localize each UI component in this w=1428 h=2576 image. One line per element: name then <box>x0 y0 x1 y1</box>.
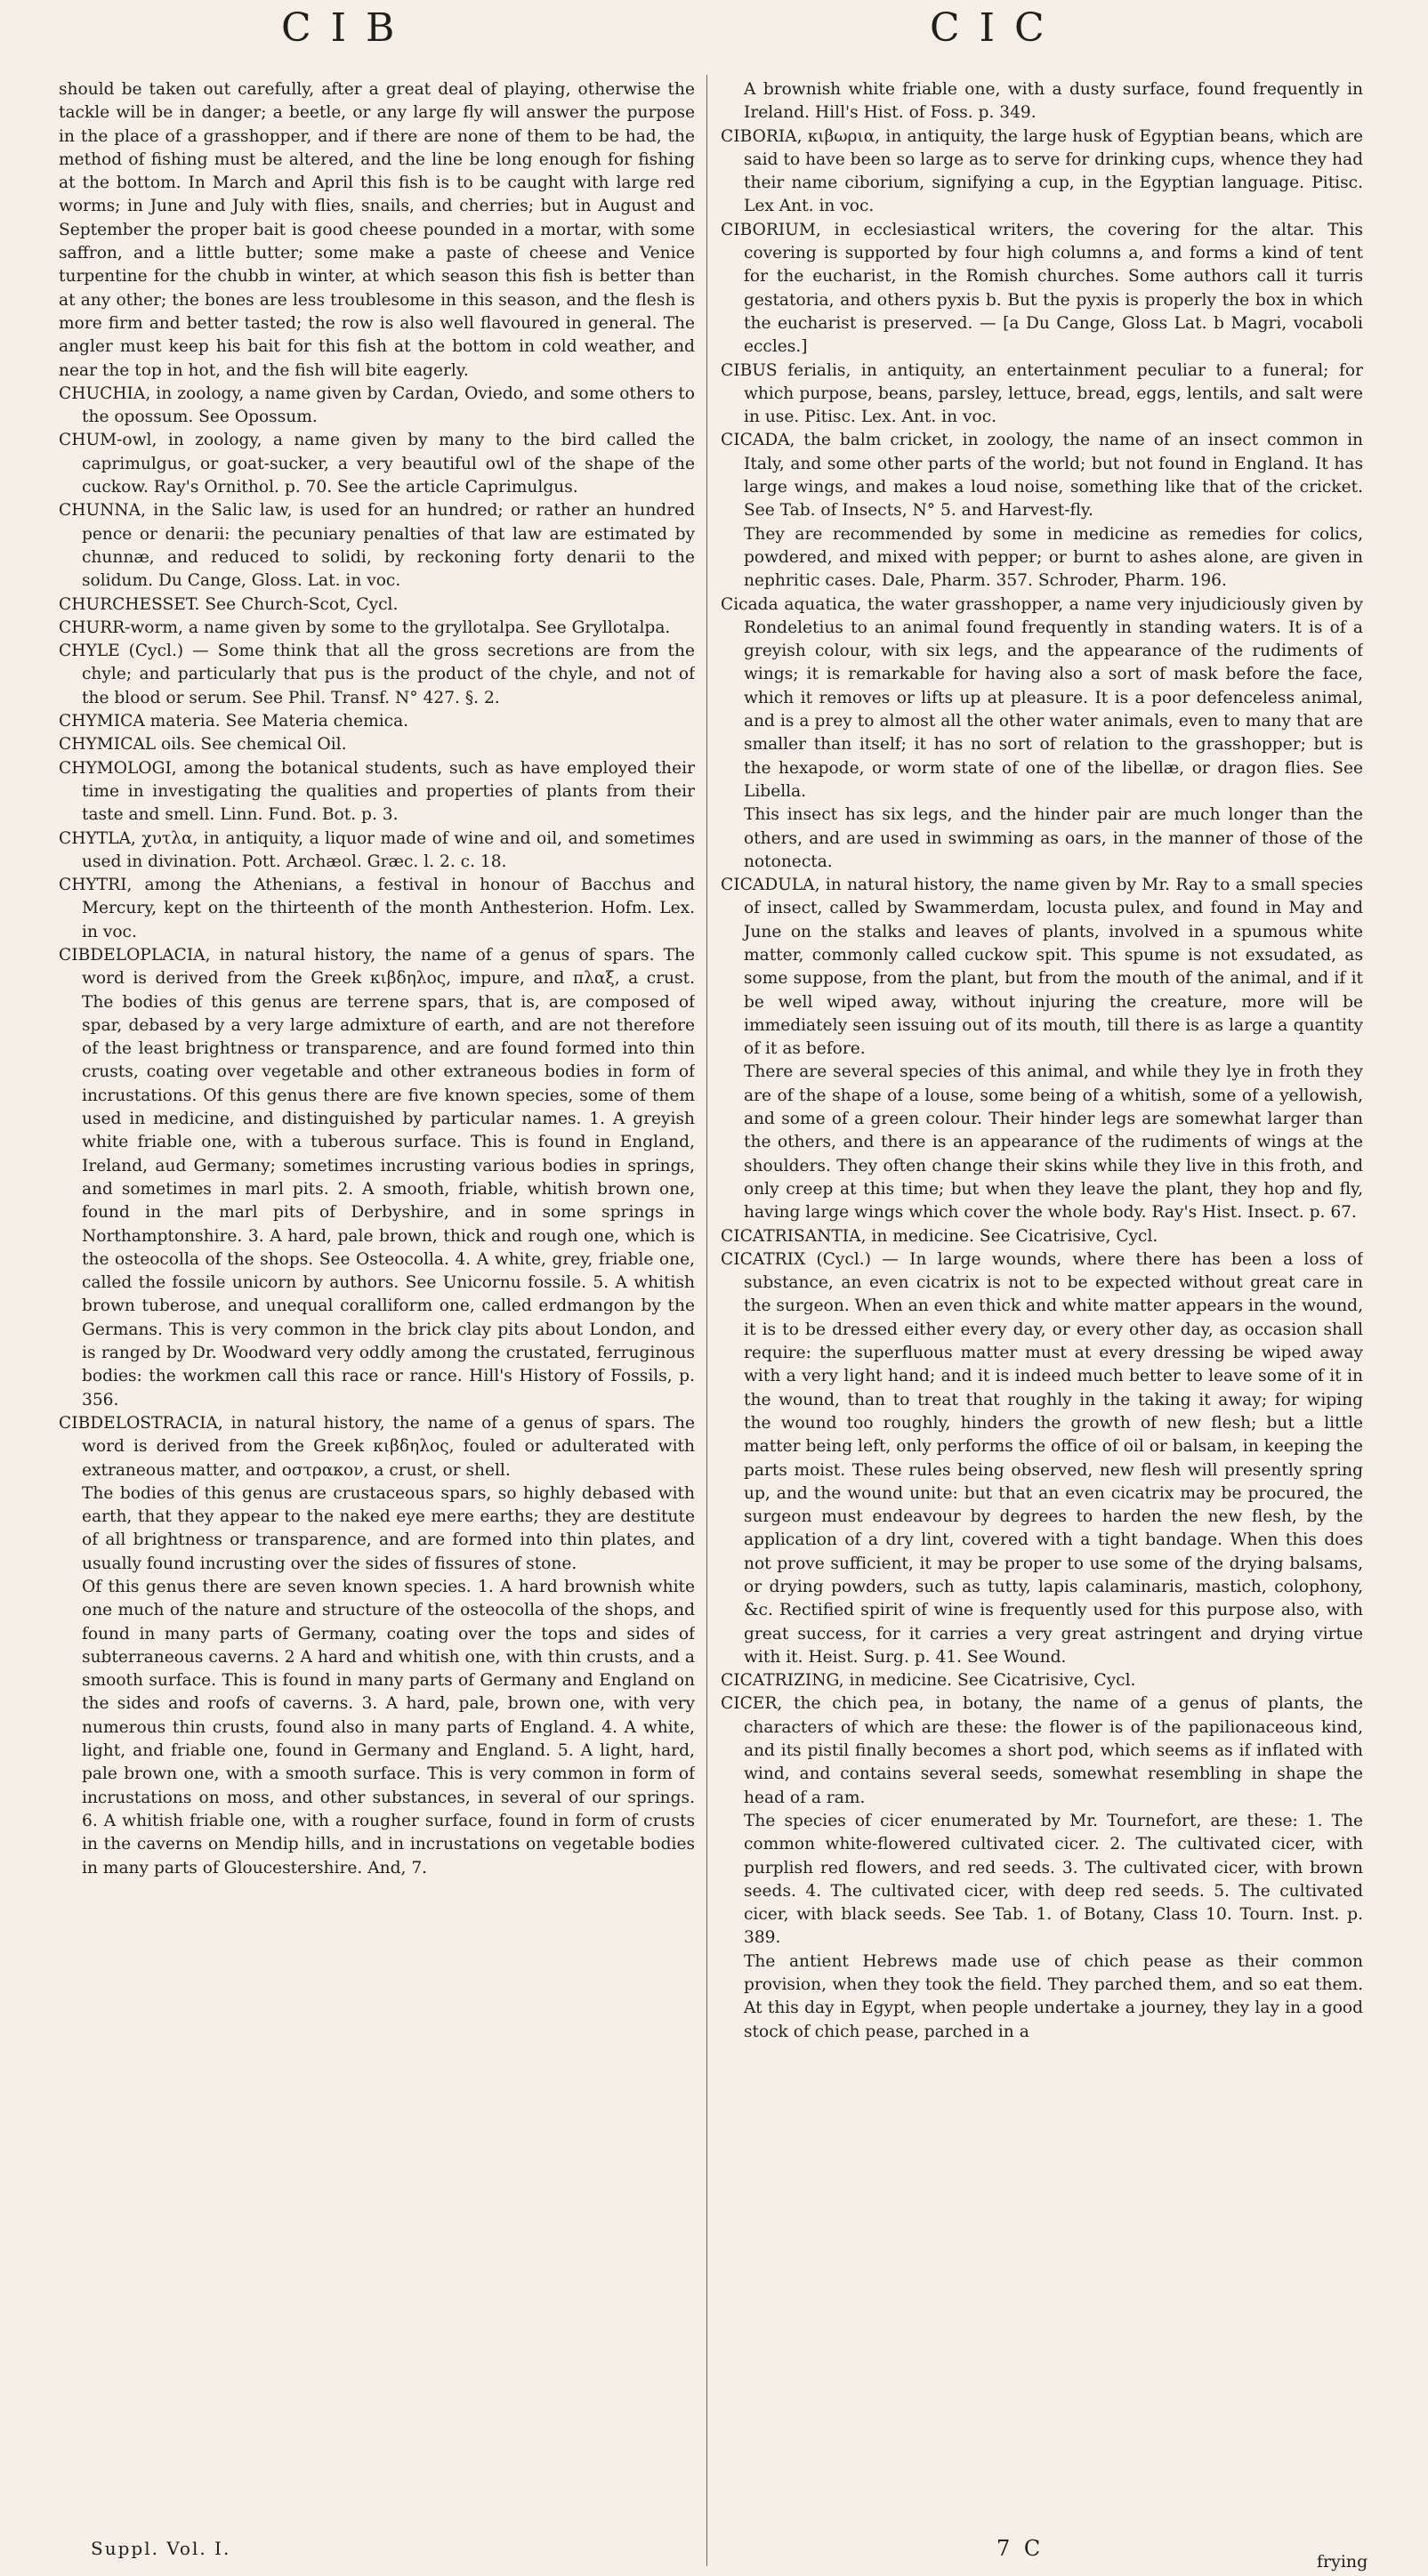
paragraph: There are several species of this animal, and while they lye in froth they are of the shape of a louse, some being of a whitish, some of a yellowish, and some of a green colour. Their hinder legs are somewhat larger than the others, and there is an appearance of the rudiments of wings at the shoulders. They often change their skins while they live in this froth, and only creep at this time; but when they leave the plant, they hop and fly, having large wings which cover the whole body. Ray's Hist. Insect. p. 67. <box>744 1062 1363 1223</box>
column-divider <box>706 75 707 2566</box>
paragraph: Of this genus there are seven known species. 1. A hard brownish white one much of the nature and structure of the osteocolla of the shops, and found in many parts of Germany, coating over the tops and sides of subterraneous caverns. 2 A hard and whitish one, with thin crusts, and a smooth surface. This is found in many parts of Germany and England on the sides and roofs of caverns. 3. A hard, pale, brown one, with very numerous thin crusts, found also in many parts of England. 4. A white, light, and friable one, found in Germany and England. 5. A light, hard, pale brown one, with a smooth surface. This is very common in form of incrustations on moss, and other substances, in several of our springs. 6. A whitish friable one, with a rougher surface, found in form of crusts in the caverns on Mendip hills, and in incrustations on vegetable bodies in many parts of Gloucestershire. And, 7. <box>82 1578 695 1877</box>
entry-chum-owl: CHUM-owl, in zoology, a name given by many to the bird called the caprimulgus, or goat-sucker, a very beautiful owl of the shape of the cuckow. Ray's Ornithol. p. 70. See the article Caprimulgus. <box>59 431 695 497</box>
entry-chunna: CHUNNA, in the Salic law, is used for an hundred; or rather an hundred pence or denarii: the pecuniary penalties of that law are estimated by chunnæ, and reduced to solidi, by reckoning forty denarii to the solidum. Du Cange, Gloss. Lat. in voc. <box>59 501 695 591</box>
entry-chuchia: CHUCHIA, in zoology, a name given by Cardan, Oviedo, and some others to the opossum. See Opossum. <box>59 384 695 427</box>
paragraph: A brownish white friable one, with a dusty surface, found frequently in Ireland. Hill's Hist. of Foss. p. 349. <box>744 80 1363 123</box>
running-head-left: CIB <box>281 5 415 51</box>
entry-chytri: CHYTRI, among the Athenians, a festival in honour of Bacchus and Mercury, kept on the thirteenth of the month Anthesterion. Hofm. Lex. in voc. <box>59 876 695 941</box>
right-column <box>721 78 1363 2561</box>
paragraph: The antient Hebrews made use of chich pease as their common provision, when they took the field. They parched them, and so eat them. At this day in Egypt, when people undertake a journey, they lay in a good stock of chich pease, parched in a <box>744 1951 1363 2041</box>
entry-ciboria: CIBORIA, κιβωρια, in antiquity, the large husk of Egyptian beans, which are said to have been so large as to serve for drinking cups, whence they had their name ciborium, signifying a cup, in the Egyptian language. Pitisc. Lex Ant. in voc. <box>721 126 1363 216</box>
entry-ciborium: CIBORIUM, in ecclesiastical writers, the covering for the altar. This covering is supported by four high columns a, and forms a kind of tent for the eucharist, in the Romish churches. Some authors call it turris gestatoria, and others pyxis b. But the pyxis is properly the box in which the eucharist is preserved. — [a Du Cange, Gloss Lat. b Magri, vocaboli eccles.] <box>721 220 1363 357</box>
volume-label: Suppl. Vol. I. <box>91 2538 231 2559</box>
entry-churchesset: CHURCHESSET. See Church-Scot, Cycl. <box>59 594 399 614</box>
paragraph: This insect has six legs, and the hinder pair are much longer than the others, and are used in swimming as oars, in the manner of those of the notonecta. <box>744 805 1363 871</box>
entry-cicatrisantia: CICATRISANTIA, in medicine. See Cicatrisive, Cycl. <box>721 1226 1158 1246</box>
entry-chymica: CHYMICA materia. See Materia chemica. <box>59 712 409 731</box>
entry-cicada-aquatica: Cicada aquatica, the water grasshopper, a name very injudiciously given by Rondeletius to an animal found frequently in standing waters. It is of a greyish colour, with six legs, and the appearance of the rudiments of wings; it is remarkable for having also a sort of mask before the face, which it removes or lifts up at pleasure. It is a poor defenceless animal, and is a prey to almost all the other water animals, even to many that are smaller than itself; it has no sort of relation to the grasshopper; but is the hexapode, or worm state of one of the libellæ, or dragon flies. See Libella. <box>721 594 1363 801</box>
entry-cicer: CICER, the chich pea, in botany, the name of a genus of plants, the characters of which are these: the flower is of the papilionaceous kind, and its pistil finally becomes a short pod, which seems as if inflated with wind, and contains several seeds, somewhat resembling in shape the head of a ram. <box>721 1694 1363 1807</box>
paragraph: should be taken out carefully, after a great deal of playing, otherwise the tackle will be in danger; a beetle, or any large fly will answer the purpose in the place of a grasshopper, and if there are none of them to be had, the method of fishing must be altered, and the line be long enough for fishing at the bottom. In March and April this fish is to be caught with large red worms; in June and July with flies, snails, and cherries; but in August and September the proper bait is good cheese pounded in a mortar, with some saffron, and a little butter; some make a paste of cheese and Venice turpentine for the chubb in winter, at which season this fish is better than at any other; the bones are less troublesome in this season, and the flesh is more firm and better tasted; the row is also well flavoured in general. The angler must keep his bait for this fish at the bottom in cold weather, and near the top in hot, and the fish will bite eagerly. <box>59 80 695 380</box>
left-column <box>59 78 695 2521</box>
entry-cibus: CIBUS ferialis, in antiquity, an entertainment peculiar to a funeral; for which purpose, beans, parsley, lettuce, bread, eggs, lentils, and salt were in use. Pitisc. Lex. Ant. in voc. <box>721 360 1363 427</box>
running-head-right: CIC <box>930 5 1064 51</box>
entry-chymologi: CHYMOLOGI, among the botanical students, such as have employed their time in investigating the qualities and properties of plants from their taste and smell. Linn. Fund. Bot. p. 3. <box>59 758 695 825</box>
entry-chyle: CHYLE (Cycl.) — Some think that all the gross secretions are from the chyle; and particularly that pus is the product of the chyle, and not of the blood or serum. See Phil. Transf. N° 427. §. 2. <box>59 642 695 707</box>
entry-cicadula: CICADULA, in natural history, the name given by Mr. Ray to a small species of insect, called by Swammerdam, locusta pulex, and found in May and June on the stalks and leaves of plants, involved in a spumous white matter, commonly called cuckow spit. This spume is not exsudated, as some suppose, from the plant, but from the mouth of the animal, and if it be well wiped away, without injuring the creature, more will be immediately seen issuing out of its mouth, till there is as large a quantity of it as before. <box>721 876 1363 1059</box>
entry-cibdelostracia: CIBDELOSTRACIA, in natural history, the name of a genus of spars. The word is derived from the Greek κιβδηλος, fouled or adulterated with extraneous matter, and οστρακον, a crust, or shell. <box>59 1413 695 1480</box>
paragraph: The bodies of this genus are crustaceous spars, so highly debased with earth, that they appear to the naked eye mere earths; they are destitute of all brightness or transparence, and are formed into thin plates, and usually found incrusting over the sides of fissures of stone. <box>82 1483 695 1573</box>
entry-churr-worm: CHURR-worm, a name given by some to the gryllotalpa. See Gryllotalpa. <box>59 618 671 637</box>
entry-chytla: CHYTLA, χυτλα, in antiquity, a liquor made of wine and oil, and sometimes used in divination. Pott. Archæol. Græc. l. 2. c. 18. <box>59 828 695 871</box>
catchword: frying <box>1317 2552 1368 2572</box>
paragraph: They are recommended by some in medicine as remedies for colics, powdered, and mixed with pepper; or burnt to ashes alone, are given in nephritic cases. Dale, Pharm. 357. Schroder, Pharm. 196. <box>744 524 1363 591</box>
paragraph: The species of cicer enumerated by Mr. Tournefort, are these: 1. The common white-flowered cultivated cicer. 2. The cultivated cicer, with purplish red flowers, and red seeds. 3. The cultivated cicer, with brown seeds. 4. The cultivated cicer, with deep red seeds. 5. The cultivated cicer, with black seeds. See Tab. 1. of Botany, Class 10. Tourn. Inst. p. 389. <box>744 1811 1363 1948</box>
entry-cicada: CICADA, the balm cricket, in zoology, the name of an insect common in Italy, and some other parts of the world; but not found in England. It has large wings, and makes a loud noise, something like that of the cricket. See Tab. of Insects, N° 5. and Harvest-fly. <box>721 431 1363 521</box>
entry-cibdeloplacia: CIBDELOPLACIA, in natural history, the name of a genus of spars. The word is derived from the Greek κιβδηλος, impure, and πλαξ, a crust. The bodies of this genus are terrene spars, that is, are composed of spar, debased by a very large admixture of earth, and are not therefore of the least brightness or transparence, and are found formed into thin crusts, coating over vegetable and other extraneous bodies in form of incrustations. Of this genus there are five known species, some of them used in medicine, and distinguished by particular names. 1. A greyish white friable one, with a tuberous surface. This is found in England, Ireland, aud Germany; sometimes incrusting various bodies in springs, and sometimes in marl pits. 2. A smooth, friable, whitish brown one, found in the marl pits of Derbyshire, and in some springs in Northamptonshire. 3. A hard, pale brown, thick and rough one, which is the osteocolla of the shops. See Osteocolla. 4. A white, grey, friable one, called the fossile unicorn by authors. See Unicornu fossile. 5. A whitish brown tuberose, and unequal coralliform one, called erdmangon by the Germans. This is very common in the brick clay pits about London, and is ranged by Dr. Woodward very oddly among the crustated, ferruginous bodies: the workmen call this race or rance. Hill's History of Fossils, p. 356. <box>59 945 695 1409</box>
entry-cicatrizing: CICATRIZING, in medicine. See Cicatrisive, Cycl. <box>721 1671 1136 1691</box>
entry-cicatrix: CICATRIX (Cycl.) — In large wounds, where there has been a loss of substance, an even cicatrix is not to be expected without great care in the surgeon. When an even thick and white matter appears in the wound, it is to be dressed either every day, or every other day, as occasion shall require: the superfluous matter must at every dressing be wiped away with a very light hand; and it is indeed much better to leave some of it in the wound, than to treat that roughly in the taking it away; for wiping the wound too roughly, hinders the growth of new flesh; but a little matter being left, only performs the office of oil or balsam, in keeping the parts moist. These rules being observed, new flesh will presently spring up, and the wound unite: but that an even cicatrix may be procured, the surgeon must endeavour by degrees to harden the new flesh, by the application of a dry lint, covered with a tight bandage. When this does not prove sufficient, it may be proper to use some of the drying balsams, or drying powders, such as tutty, lapis calaminaris, mastich, colophony, &c. Rectified spirit of wine is frequently used for this purpose also, with great success, for it carries a very great astringent and drying virtue with it. Heist. Surg. p. 41. See Wound. <box>721 1249 1363 1667</box>
signature-mark: 7 C <box>996 2536 1045 2561</box>
entry-chymical: CHYMICAL oils. See chemical Oil. <box>59 735 347 755</box>
